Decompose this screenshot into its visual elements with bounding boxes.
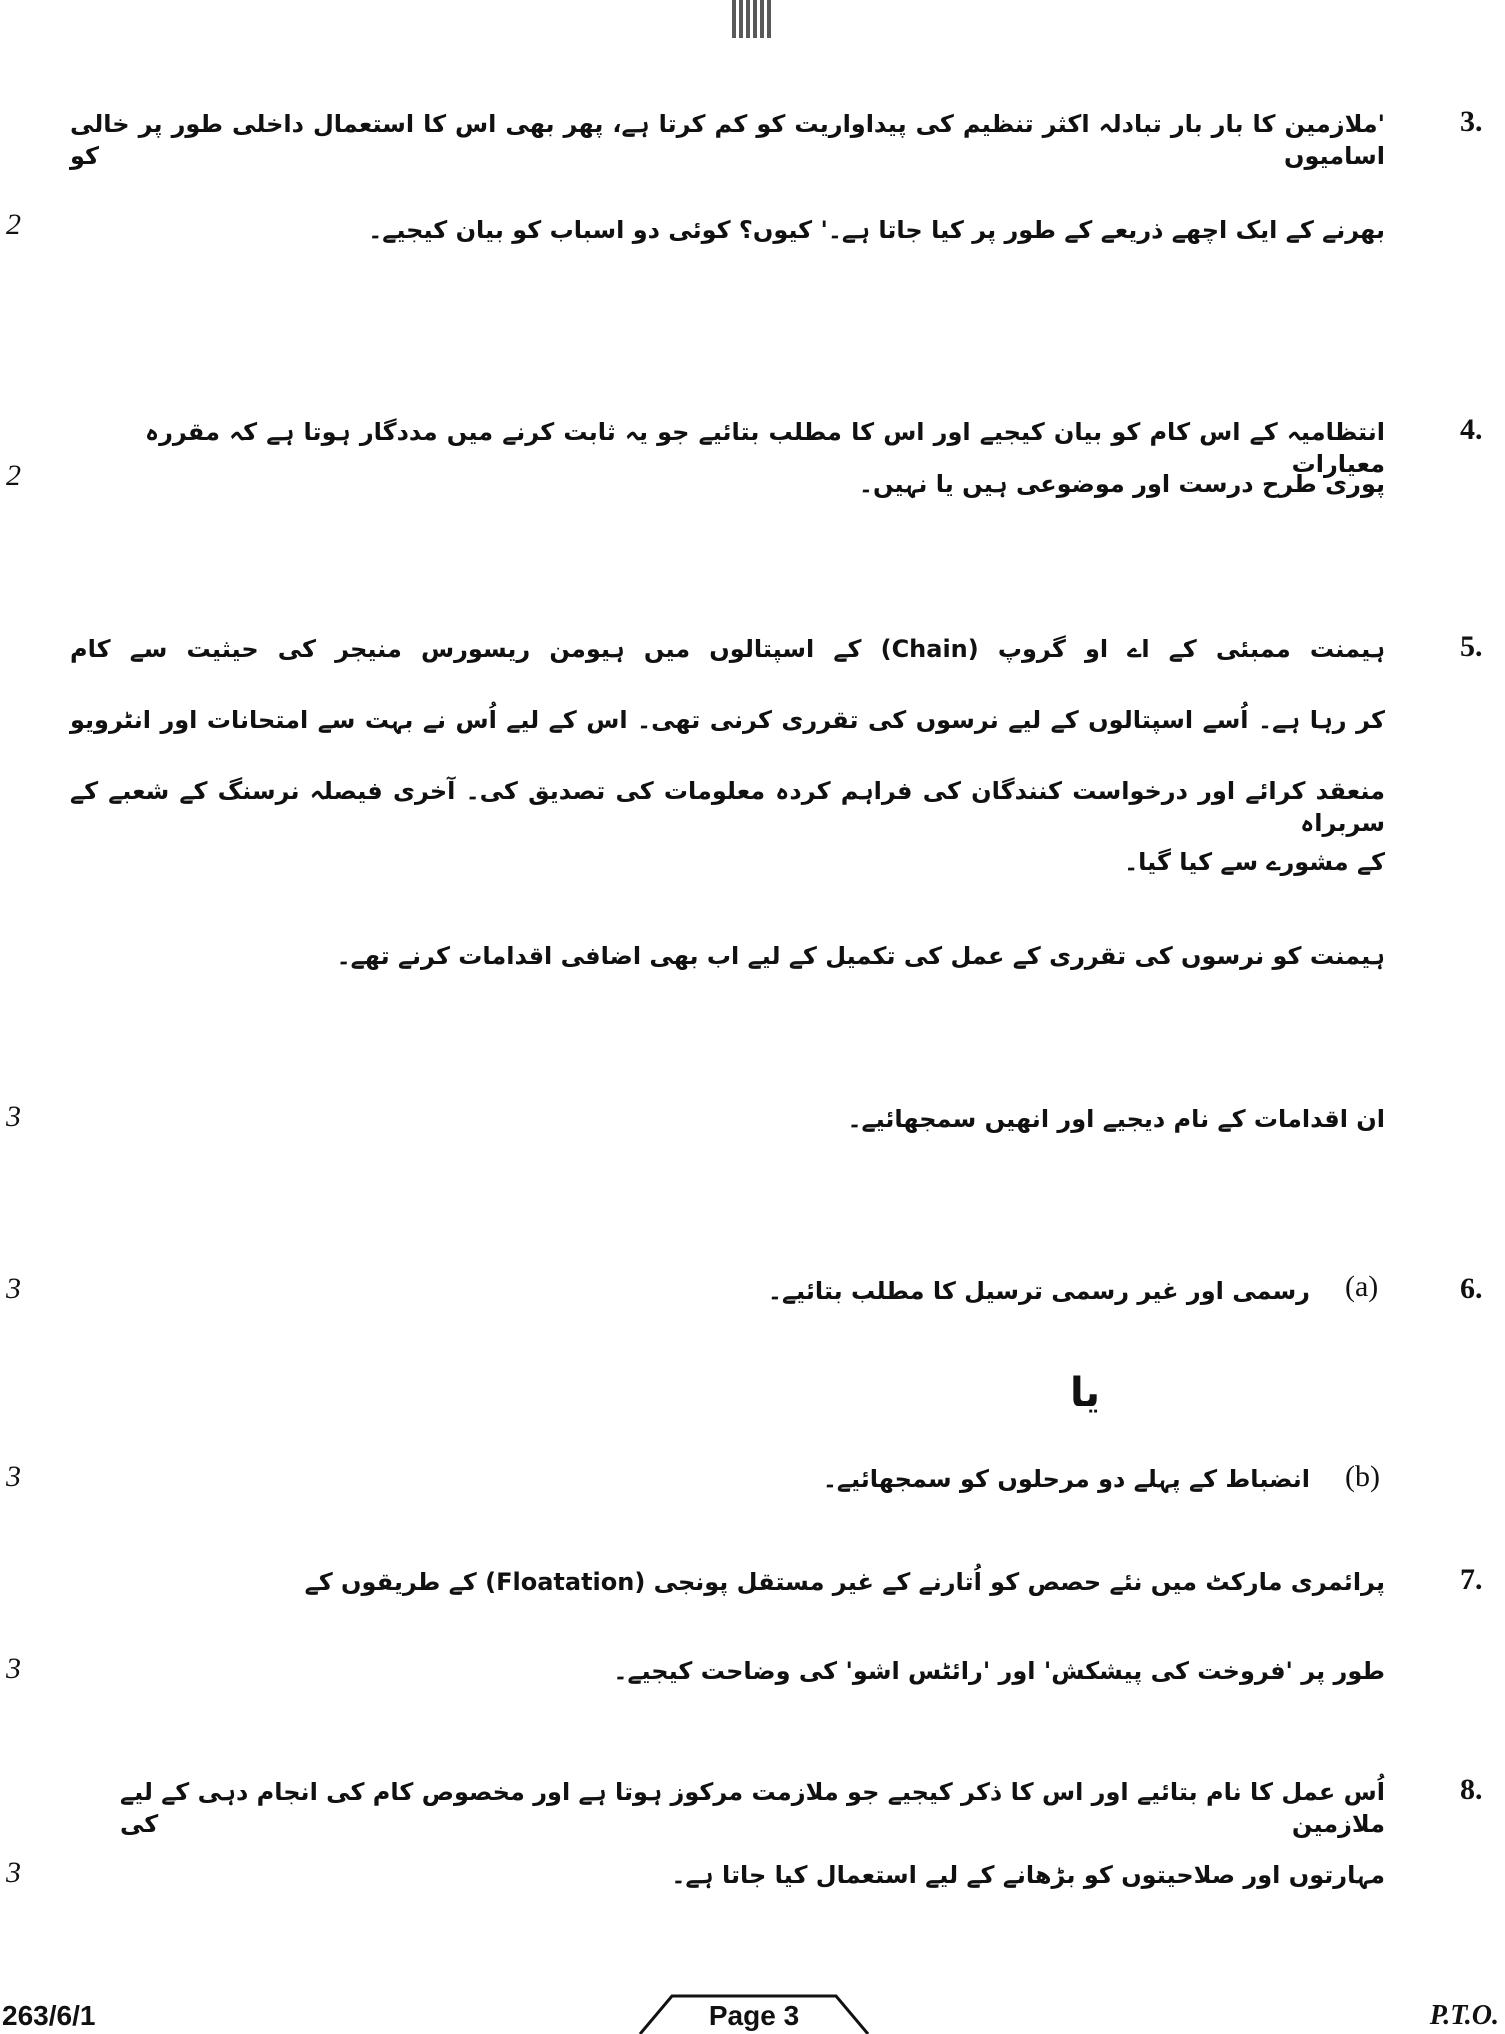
- question-text: منعقد کرائے اور درخواست کنندگان کی فراہم کردہ معلومات کی تصدیق کی۔ آخری فیصلہ نرسنگ کے شعبے کے سربراہ: [70, 777, 1385, 838]
- question-text: پوری طرح درست اور موضوعی ہیں یا نہیں۔: [858, 470, 1385, 498]
- or-label: یا: [1070, 1370, 1101, 1416]
- question-text: انضباط کے پہلے دو مرحلوں کو سمجھائیے۔: [822, 1465, 1310, 1493]
- pto-label: P.T.O.: [1429, 2000, 1499, 2031]
- question-text: کر رہا ہے۔ اُسے اسپتالوں کے لیے نرسوں کی تقرری کرنی تھی۔ اس کے لیے اُس نے بہت سے امتحانات اور انٹرویو: [70, 706, 1385, 734]
- question-text: مہارتوں اور صلاحیتوں کو بڑھانے کے لیے استعمال کیا جاتا ہے۔: [671, 1861, 1385, 1889]
- question-text: 'ملازمین کا بار بار تبادلہ اکثر تنظیم کی پیداواریت کو کم کرتا ہے، پھر بھی اس کا استعمال داخلی طور پر خالی اسامیوں کو: [70, 110, 1385, 171]
- marks: 3: [6, 1272, 21, 1305]
- marks: 3: [6, 1652, 21, 1685]
- question-text: ہیمنت ممبئی کے اے او گروپ (Chain) کے اسپتالوں میں ہیومن ریسورس منیجر کی حیثیت سے کام: [70, 635, 1386, 663]
- question-text: رسمی اور غیر رسمی ترسیل کا مطلب بتائیے۔: [767, 1277, 1310, 1305]
- question-text: ہیمنت کو نرسوں کی تقرری کے عمل کی تکمیل کے لیے اب بھی اضافی اقدامات کرنے تھے۔: [336, 942, 1385, 970]
- question-text: پرائمری مارکٹ میں نئے حصص کو اُتارنے کے غیر مستقل پونجی (Floatation) کے طریقوں کے: [304, 1568, 1385, 1596]
- question-text: انتظامیہ کے اس کام کو بیان کیجیے اور اس کا مطلب بتائیے جو یہ ثابت کرنے میں مددگار ہوتا ہے کہ مقررہ معیارات: [145, 418, 1385, 479]
- question-number: 4.: [1460, 413, 1483, 446]
- question-number: 3.: [1460, 105, 1483, 138]
- paper-code: 263/6/1: [2, 2000, 96, 2031]
- question-text: اُس عمل کا نام بتائیے اور اس کا ذکر کیجیے جو ملازمت مرکوز ہوتا ہے اور مخصوص کام کی انجام دہی کے لیے ملازمین کی: [120, 1778, 1385, 1839]
- marks: 3: [6, 1100, 21, 1133]
- question-text: بھرنے کے ایک اچھے ذریعے کے طور پر کیا جاتا ہے۔' کیوں؟ کوئی دو اسباب کو بیان کیجیے۔: [368, 216, 1385, 244]
- question-number: 8.: [1460, 1773, 1483, 1806]
- page-number-badge: [632, 1992, 876, 2034]
- part-label: (a): [1345, 1270, 1379, 1303]
- question-text: کے مشورے سے کیا گیا۔: [1124, 848, 1385, 876]
- question-text: ان اقدامات کے نام دیجیے اور انھیں سمجھائیے۔: [847, 1105, 1385, 1133]
- question-text: طور پر 'فروخت کی پیشکش' اور 'رائٹس اشو' کی وضاحت کیجیے۔: [613, 1657, 1385, 1685]
- part-label: (b): [1345, 1460, 1380, 1493]
- question-number: 7.: [1460, 1563, 1483, 1596]
- marks: 3: [6, 1460, 21, 1493]
- question-number: 6.: [1460, 1272, 1483, 1305]
- marks: 2: [6, 208, 21, 241]
- qr-code: [732, 0, 772, 38]
- page-number: Page 3: [708, 2000, 800, 2031]
- marks: 2: [6, 459, 21, 492]
- question-number: 5.: [1460, 630, 1483, 663]
- marks: 3: [6, 1856, 21, 1889]
